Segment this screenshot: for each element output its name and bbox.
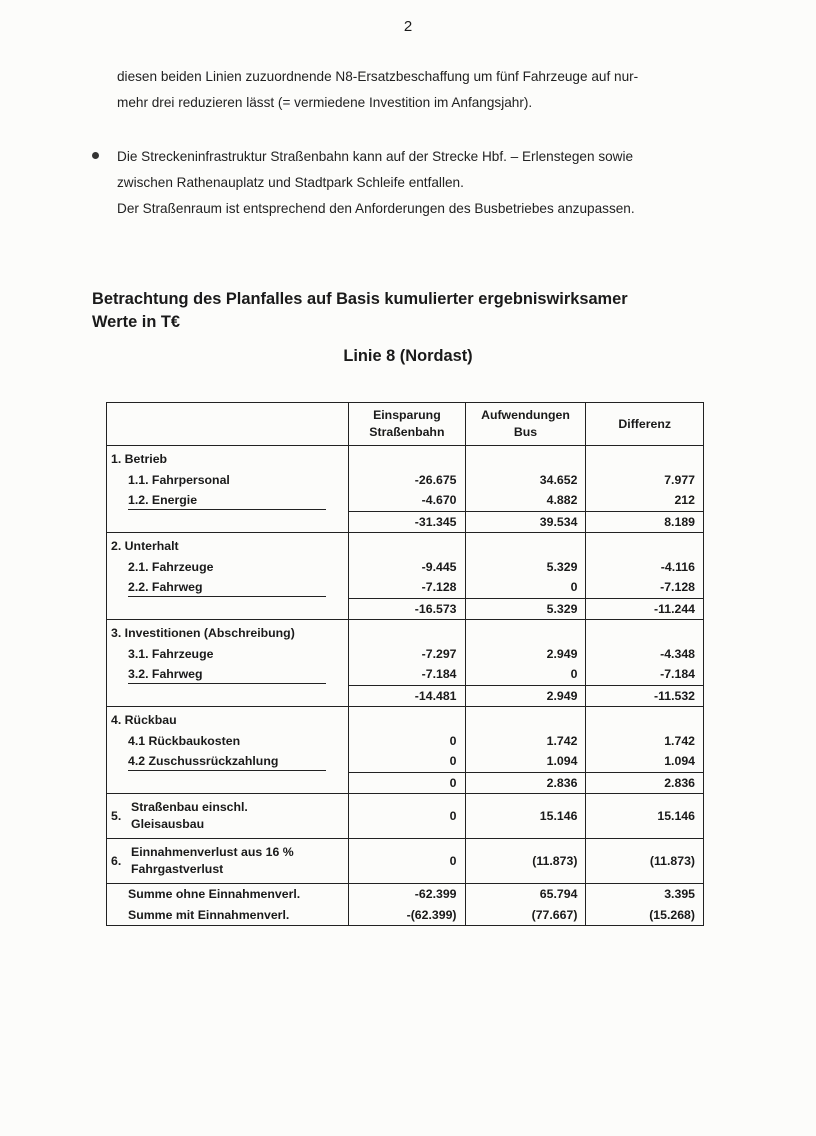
heading-line-1: Betrachtung des Planfalles auf Basis kumulierter ergebniswirksamer xyxy=(92,290,628,308)
differenz-value: 212 xyxy=(586,490,704,511)
differenz-value: -7.128 xyxy=(586,577,704,598)
differenz-value: -4.116 xyxy=(586,557,704,578)
differenz-value: -4.348 xyxy=(586,644,704,665)
sum-einsparung: -(62.399) xyxy=(349,905,465,926)
aufwendungen-value: 2.949 xyxy=(465,644,586,665)
subtotal-aufwendungen: 2.949 xyxy=(465,685,586,707)
row-label-line-2: Fahrgastverlust xyxy=(131,862,224,876)
subtotal-einsparung: -31.345 xyxy=(349,511,465,533)
header-differenz: Differenz xyxy=(586,403,704,446)
subtotal-einsparung: -14.481 xyxy=(349,685,465,707)
row-label: 1.1. Fahrpersonal xyxy=(107,470,349,491)
bullet-line-1: Die Streckeninfrastruktur Straßenbahn kann auf der Strecke Hbf. – Erlenstegen sowie xyxy=(117,149,634,164)
subtotal-row xyxy=(107,772,704,794)
differenz-value: -7.184 xyxy=(586,664,704,685)
sum-label: Summe mit Einnahmenverl. xyxy=(107,905,349,926)
sum-aufwendungen: 65.794 xyxy=(465,884,586,905)
table-title: Linie 8 (Nordast) xyxy=(343,347,473,365)
sum-differenz: 3.395 xyxy=(586,884,704,905)
table-row xyxy=(107,664,704,685)
section-title: 2. Unterhalt xyxy=(107,533,349,557)
subtotal-aufwendungen: 5.329 xyxy=(465,598,586,620)
subtotal-einsparung: 0 xyxy=(349,772,465,794)
differenz-value: 7.977 xyxy=(586,470,704,491)
differenz-value: (11.873) xyxy=(586,839,704,884)
cost-comparison-table xyxy=(106,402,704,926)
sum-einsparung: -62.399 xyxy=(349,884,465,905)
table-row xyxy=(107,644,704,665)
aufwendungen-value: 5.329 xyxy=(465,557,586,578)
header-einsparung: Einsparung Straßenbahn xyxy=(349,403,465,446)
differenz-value: 15.146 xyxy=(586,794,704,839)
row-label: 2.2. Fahrweg xyxy=(128,578,326,597)
subtotal-row xyxy=(107,598,704,620)
subtotal-aufwendungen: 2.836 xyxy=(465,772,586,794)
table-row xyxy=(107,557,704,578)
intro-line-2: mehr drei reduzieren lässt (= vermiedene Investition im Anfangsjahr). xyxy=(117,95,533,110)
aufwendungen-value: 1.742 xyxy=(465,731,586,752)
einsparung-value: -7.128 xyxy=(349,577,465,598)
subtotal-einsparung: -16.573 xyxy=(349,598,465,620)
header-aufwendungen: Aufwendungen Bus xyxy=(465,403,586,446)
sum-aufwendungen: (77.667) xyxy=(465,905,586,926)
row-label: 3.1. Fahrzeuge xyxy=(107,644,349,665)
section-title: 3. Investitionen (Abschreibung) xyxy=(107,620,349,644)
heading-line-2: Werte in T€ xyxy=(92,313,181,331)
row-number: 5. xyxy=(111,809,122,823)
subtotal-differenz: 2.836 xyxy=(586,772,704,794)
row-number: 6. xyxy=(111,854,122,868)
table-row xyxy=(107,470,704,491)
sum-row xyxy=(107,905,704,926)
subtotal-row xyxy=(107,685,704,707)
einsparung-value: -26.675 xyxy=(349,470,465,491)
section-title-row xyxy=(107,533,704,557)
einsparung-value: -9.445 xyxy=(349,557,465,578)
bullet-dot-icon xyxy=(92,152,99,159)
row-label-line-2: Gleisausbau xyxy=(131,817,205,831)
subtotal-differenz: -11.532 xyxy=(586,685,704,707)
sum-row xyxy=(107,884,704,905)
aufwendungen-value: (11.873) xyxy=(465,839,586,884)
einsparung-value: 0 xyxy=(349,794,465,839)
row-label: 1.2. Energie xyxy=(128,491,326,510)
einsparung-value: 0 xyxy=(349,839,465,884)
aufwendungen-value: 0 xyxy=(465,664,586,685)
section-heading xyxy=(92,288,732,334)
header-label-cell xyxy=(107,403,349,446)
subtotal-differenz: 8.189 xyxy=(586,511,704,533)
section-title-row xyxy=(107,620,704,644)
page-number: 2 xyxy=(403,18,413,35)
sum-label: Summe ohne Einnahmenverl. xyxy=(107,884,349,905)
bullet-line-2: zwischen Rathenauplatz und Stadtpark Schleife entfallen. xyxy=(117,175,464,190)
subtotal-aufwendungen: 39.534 xyxy=(465,511,586,533)
bullet-line-3: Der Straßenraum ist entsprechend den Anforderungen des Busbetriebes anzupassen. xyxy=(117,201,635,216)
differenz-value: 1.742 xyxy=(586,731,704,752)
table-row xyxy=(107,490,704,511)
table-row xyxy=(107,731,704,752)
einsparung-value: -7.297 xyxy=(349,644,465,665)
differenz-value: 1.094 xyxy=(586,751,704,772)
row-label: 2.1. Fahrzeuge xyxy=(107,557,349,578)
einsparung-value: 0 xyxy=(349,731,465,752)
einsparung-value: 0 xyxy=(349,751,465,772)
aufwendungen-value: 34.652 xyxy=(465,470,586,491)
aufwendungen-value: 0 xyxy=(465,577,586,598)
subtotal-differenz: -11.244 xyxy=(586,598,704,620)
subtotal-row xyxy=(107,511,704,533)
section-title: 1. Betrieb xyxy=(107,446,349,470)
einnahmenverlust-row xyxy=(107,839,704,884)
table-row xyxy=(107,751,704,772)
einsparung-value: -4.670 xyxy=(349,490,465,511)
section-title-row xyxy=(107,446,704,470)
intro-line-1: diesen beiden Linien zuzuordnende N8-Ersatzbeschaffung um fünf Fahrzeuge auf nur- xyxy=(117,69,639,84)
table-row xyxy=(107,577,704,598)
row-label-line-1: Einnahmenverlust aus 16 % xyxy=(131,845,294,859)
section-title-row xyxy=(107,707,704,731)
einsparung-value: -7.184 xyxy=(349,664,465,685)
strassenbau-row xyxy=(107,794,704,839)
sum-differenz: (15.268) xyxy=(586,905,704,926)
section-title: 4. Rückbau xyxy=(107,707,349,731)
row-label-line-1: Straßenbau einschl. xyxy=(131,800,248,814)
aufwendungen-value: 4.882 xyxy=(465,490,586,511)
table-header-row xyxy=(107,403,704,446)
bullet-paragraph xyxy=(117,144,717,222)
row-label: 3.2. Fahrweg xyxy=(128,665,326,684)
intro-paragraph xyxy=(117,64,707,116)
row-label: 4.1 Rückbaukosten xyxy=(107,731,349,752)
aufwendungen-value: 15.146 xyxy=(465,794,586,839)
row-label: 4.2 Zuschussrückzahlung xyxy=(128,752,326,771)
aufwendungen-value: 1.094 xyxy=(465,751,586,772)
